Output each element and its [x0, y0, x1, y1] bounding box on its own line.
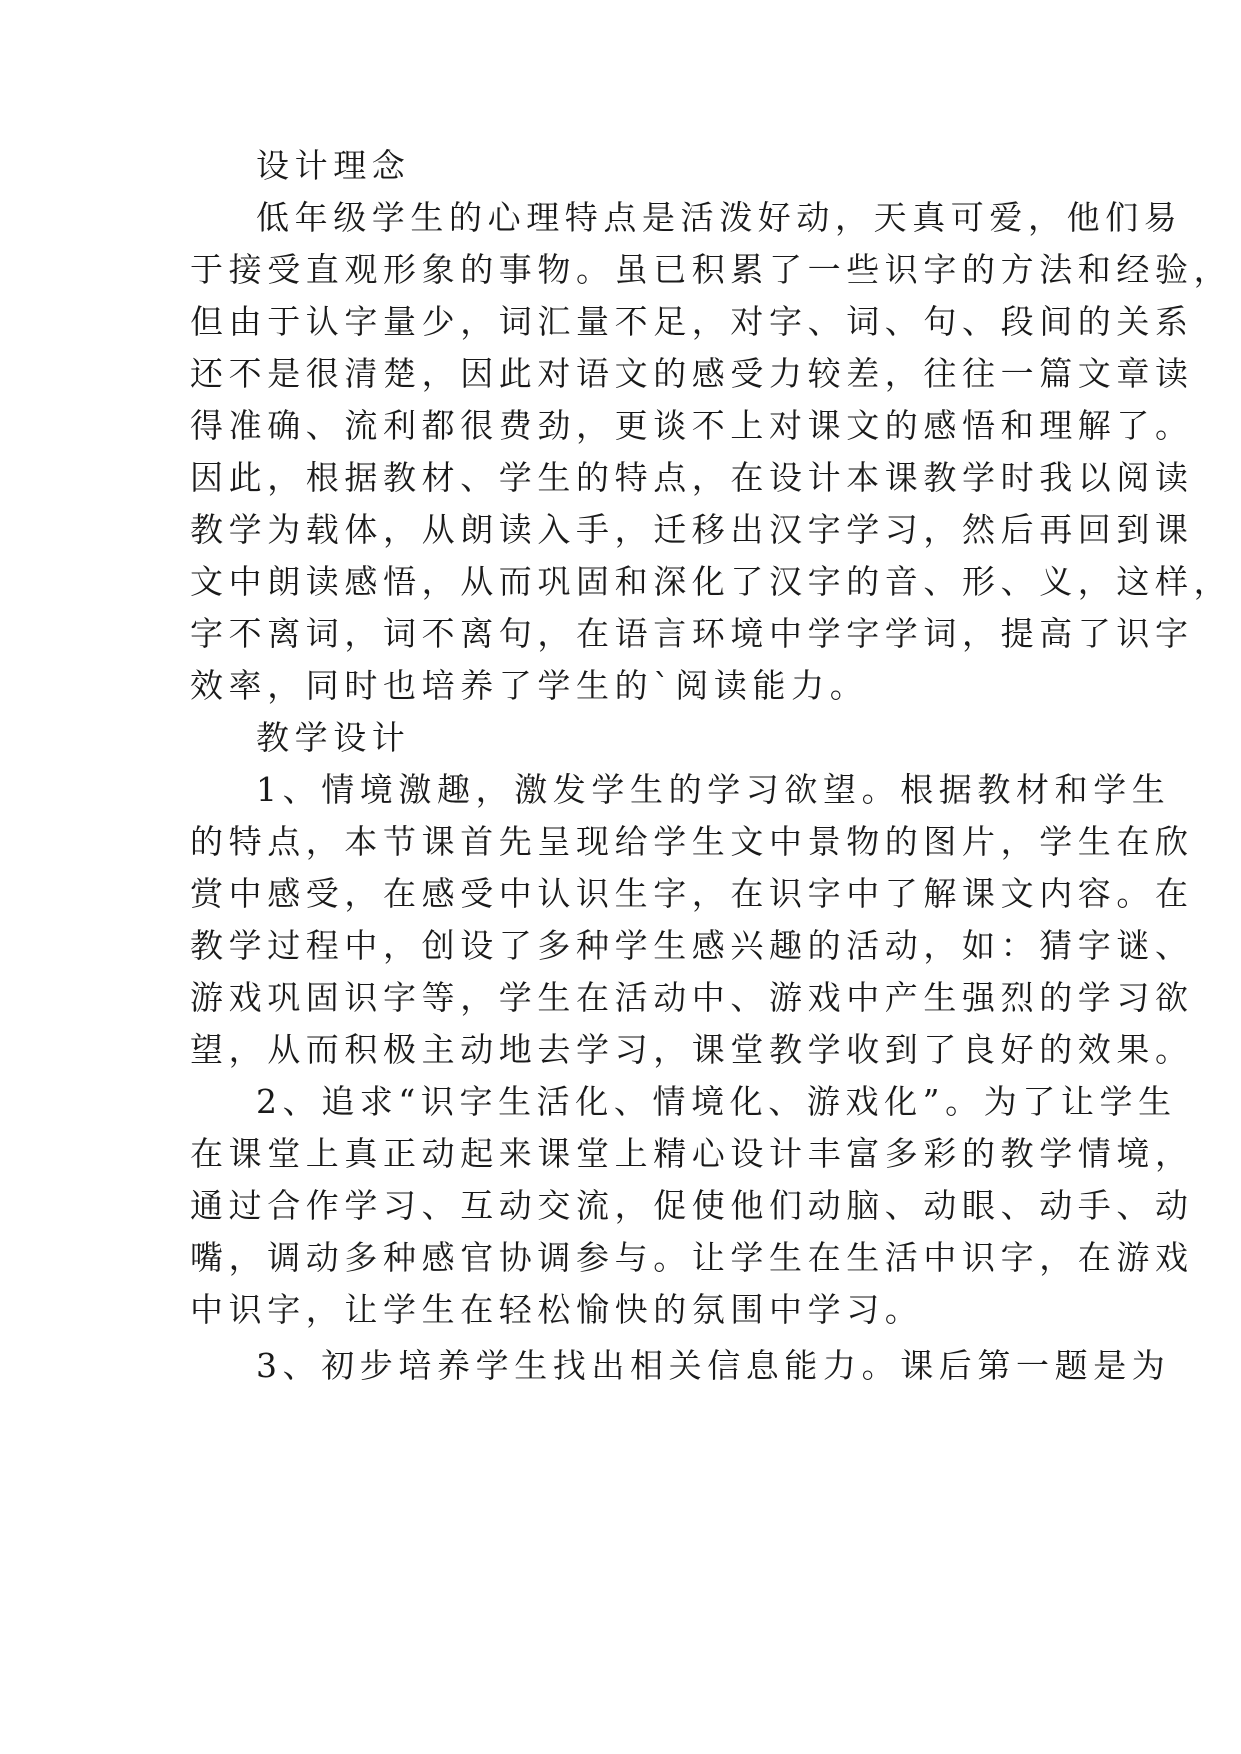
paragraph-line: 文中朗读感悟，从而巩固和深化了汉字的音、形、义，这样， — [190, 562, 1233, 601]
paragraph-line: 3、初步培养学生找出相关信息能力。课后第一题是为 — [256, 1346, 1171, 1385]
paragraph-line: 但由于认字量少，词汇量不足，对字、词、句、段间的关系 — [190, 302, 1194, 341]
paragraph-line: 望，从而积极主动地去学习，课堂教学收到了良好的效果。 — [190, 1030, 1194, 1069]
paragraph-line: 游戏巩固识字等，学生在活动中、游戏中产生强烈的学习欲 — [190, 978, 1194, 1017]
paragraph-line: 的特点，本节课首先呈现给学生文中景物的图片，学生在欣 — [190, 822, 1194, 861]
paragraph-line: 通过合作学习、互动交流，促使他们动脑、动眼、动手、动 — [190, 1186, 1194, 1225]
paragraph-line: 低年级学生的心理特点是活泼好动，天真可爱，他们易 — [256, 198, 1183, 237]
paragraph-line: 2、追求“识字生活化、情境化、游戏化”。为了让学生 — [256, 1082, 1177, 1121]
heading-teaching-design: 教学设计 — [256, 718, 411, 757]
paragraph-line: 效率，同时也培养了学生的`阅读能力。 — [190, 666, 869, 705]
paragraph-line: 于接受直观形象的事物。虽已积累了一些识字的方法和经验， — [190, 250, 1233, 289]
paragraph-line: 因此，根据教材、学生的特点，在设计本课教学时我以阅读 — [190, 458, 1194, 497]
heading-design-concept: 设计理念 — [256, 146, 411, 185]
paragraph-line: 还不是很清楚，因此对语文的感受力较差，往往一篇文章读 — [190, 354, 1194, 393]
paragraph-line: 在课堂上真正动起来课堂上精心设计丰富多彩的教学情境， — [190, 1134, 1194, 1173]
paragraph-line: 赏中感受，在感受中认识生字，在识字中了解课文内容。在 — [190, 874, 1194, 913]
paragraph-line: 字不离词，词不离句，在语言环境中学字学词，提高了识字 — [190, 614, 1194, 653]
paragraph-line: 嘴，调动多种感官协调参与。让学生在生活中识字，在游戏 — [190, 1238, 1194, 1277]
paragraph-line: 中识字，让学生在轻松愉快的氛围中学习。 — [190, 1290, 924, 1329]
paragraph-line: 教学过程中，创设了多种学生感兴趣的活动，如：猜字谜、 — [190, 926, 1194, 965]
paragraph-line: 得准确、流利都很费劲，更谈不上对课文的感悟和理解了。 — [190, 406, 1194, 445]
paragraph-line: 教学为载体，从朗读入手，迁移出汉字学习，然后再回到课 — [190, 510, 1194, 549]
paragraph-line: 1、情境激趣，激发学生的学习欲望。根据教材和学生 — [256, 770, 1171, 809]
